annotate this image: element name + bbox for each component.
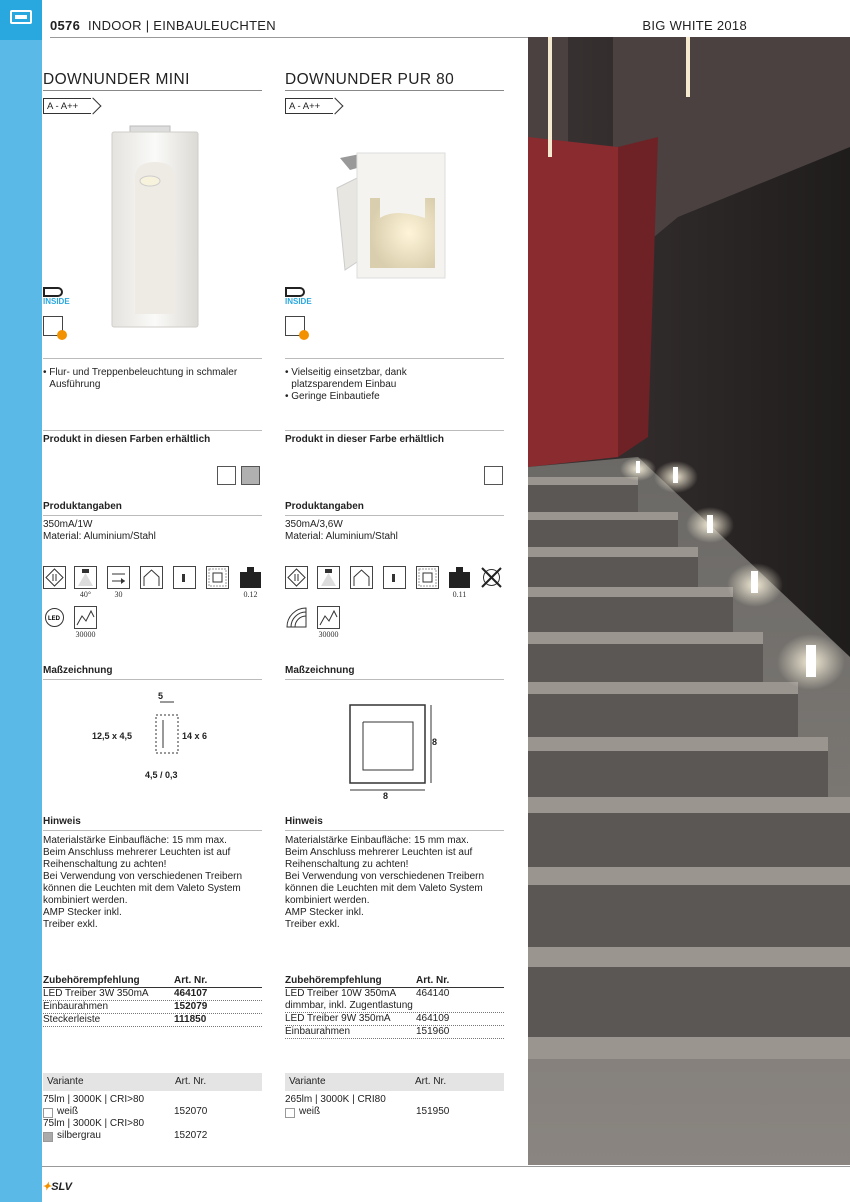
brand-logo: ✦SLV: [42, 1181, 73, 1193]
led-lifetime-icon: [43, 606, 66, 629]
table-row: Einbaurahmen 151960: [285, 1026, 504, 1039]
specs-1: 350mA/1W Material: Aluminium/Stahl: [43, 519, 156, 542]
notes-1: Materialstärke Einbaufläche: 15 mm max. Beim Anschluss mehrerer Leuchten ist auf Reihenschaltung zu achten! Bei Verwendung von verschiedenen Treibern können die Leuchten mit dem Valeto System kombiniert werden. AMP Stecker inkl. Treiber exkl.: [43, 835, 243, 930]
variant-swatch: [43, 1108, 53, 1118]
color-swatch-white: [217, 466, 236, 485]
dim-bottom-1: 4,5 / 0,3: [145, 770, 178, 780]
energy-label-1: A - A++: [43, 98, 91, 114]
color-swatch-grey: [241, 466, 260, 485]
variant-row: silbergrau 152072: [43, 1130, 262, 1142]
page-number: 0576: [50, 18, 81, 33]
color-swatch-white: [484, 466, 503, 485]
footer-rule: [42, 1166, 850, 1167]
variants-header-1: Variante Art. Nr.: [43, 1073, 262, 1091]
protection-class-icon: [43, 566, 66, 589]
variants-list-1: 75lm | 3000K | CRI>80 weiß 152070 75lm | 3000K | CRI>80 silbergrau 152072: [43, 1094, 262, 1142]
accessories-table-1: [43, 975, 262, 1027]
table-row: LED Treiber 9W 350mA 464109: [285, 1013, 504, 1026]
notes-2: Materialstärke Einbaufläche: 15 mm max. Beim Anschluss mehrerer Leuchten ist auf Reihenschaltung zu achten! Bei Verwendung von verschiedenen Treibern können die Leuchten mit dem Valeto System kombiniert werden. AMP Stecker inkl. Treiber exkl.: [285, 835, 485, 930]
bullet-list-2: • Vielseitig einsetzbar, dank platzsparendem Einbau • Geringe Einbautiefe: [285, 367, 407, 402]
table-row: Steckerleiste 111850: [43, 1014, 262, 1027]
led-inside-badge-2: INSIDE: [285, 287, 312, 306]
product-image-1: [110, 124, 200, 334]
dimension-drawing-2: [345, 702, 445, 802]
rule-2e: [285, 830, 504, 831]
table-row: LED Treiber 10W 350mA dimmbar, inkl. Zugentlastung 464140: [285, 988, 504, 1013]
variants-list-2: 265lm | 3000K | CRI80 weiß 151950: [285, 1094, 504, 1118]
rule-1a: [43, 358, 262, 359]
specs-heading-2: Produktangaben: [285, 501, 364, 512]
led-icon: [285, 287, 305, 297]
tilt-icon: [107, 566, 130, 589]
rule-1e: [43, 830, 262, 831]
title-rule-2: [285, 90, 504, 91]
lumen-maintenance-icon: [317, 606, 340, 629]
downlight-icon: [10, 10, 32, 24]
no-insulation-icon: [480, 566, 503, 589]
mounting-icon: [383, 566, 406, 589]
notes-heading-2: Hinweis: [285, 816, 323, 827]
beam-angle-icon: [74, 566, 97, 589]
lumen-maintenance-icon: [74, 606, 97, 629]
dimmable-icon: [285, 606, 308, 629]
extension-icon-2: [285, 316, 305, 336]
specs-2: 350mA/3,6W Material: Aluminium/Stahl: [285, 519, 398, 542]
drawing-heading-1: Maßzeichnung: [43, 665, 113, 676]
notes-heading-1: Hinweis: [43, 816, 81, 827]
rule-2a: [285, 358, 504, 359]
rule-1b: [43, 430, 262, 431]
recessed-icon: [416, 566, 439, 589]
rule-2d: [285, 679, 504, 680]
variant-swatch: [285, 1108, 295, 1118]
tilt-value: 30: [114, 590, 123, 599]
lifetime-value: 30000: [318, 630, 339, 639]
staircase-photo: [528, 37, 850, 1165]
svg-text:LED: LED: [48, 616, 60, 622]
title-rule-1: [43, 90, 262, 91]
extension-icon-1: [43, 316, 63, 336]
dim-left-1: 12,5 x 4,5: [92, 731, 133, 741]
accessories-header-1: Zubehörempfehlung Art. Nr.: [43, 975, 262, 988]
mounting-icon: [173, 566, 196, 589]
variant-row: weiß 152070: [43, 1106, 262, 1118]
rule-2c: [285, 515, 504, 516]
variants-header-2: Variante Art. Nr.: [285, 1073, 504, 1091]
sidebar-color-bar: [0, 40, 42, 1202]
accessories-header-2: Zubehörempfehlung Art. Nr.: [285, 975, 504, 988]
rule-2b: [285, 430, 504, 431]
led-icon: [43, 287, 63, 297]
recessed-icon: [206, 566, 229, 589]
variant-swatch: [43, 1132, 53, 1142]
weight-value: 0.11: [452, 590, 467, 599]
accessories-table-2: [285, 975, 504, 1039]
star-icon: ✦: [42, 1181, 52, 1193]
product-title-1: DOWNUNDER MINI: [43, 71, 190, 88]
rule-1d: [43, 679, 262, 680]
dim-height-2: 8: [432, 737, 438, 747]
protection-class-icon: [285, 566, 308, 589]
colors-heading-1: Produkt in diesen Farben erhältlich: [43, 434, 211, 445]
weight-icon: [239, 566, 262, 589]
beam-angle-value: 40°: [79, 590, 92, 599]
dim-right-1: 14 x 6: [182, 731, 208, 741]
lifetime-value: 30000: [75, 630, 96, 639]
led-inside-badge-1: INSIDE: [43, 287, 70, 306]
catalog-name: BIG WHITE 2018: [642, 18, 747, 33]
weight-icon: [448, 566, 471, 589]
specs-heading-1: Produktangaben: [43, 501, 122, 512]
indoor-icon: [140, 566, 163, 589]
colors-heading-2: Produkt in dieser Farbe erhältlich: [285, 434, 444, 445]
product-title-2: DOWNUNDER PUR 80: [285, 71, 455, 88]
variant-row: weiß 151950: [285, 1106, 504, 1118]
weight-value: 0.12: [243, 590, 258, 599]
beam-angle-icon: [317, 566, 340, 589]
product-image-2: [335, 148, 450, 293]
dim-top-1: 5: [158, 691, 164, 701]
energy-label-2: A - A++: [285, 98, 333, 114]
section-title: INDOOR | EINBAULEUCHTEN: [88, 18, 276, 33]
indoor-icon: [350, 566, 373, 589]
section-tab: [0, 0, 42, 40]
rule-1c: [43, 515, 262, 516]
dim-width-2: 8: [383, 791, 389, 801]
bullet-list-1: • Flur- und Treppenbeleuchtung in schmaler Ausführung: [43, 367, 238, 390]
table-row: Einbaurahmen 152079: [43, 1001, 262, 1014]
drawing-heading-2: Maßzeichnung: [285, 665, 355, 676]
table-row: LED Treiber 3W 350mA 464107: [43, 988, 262, 1001]
